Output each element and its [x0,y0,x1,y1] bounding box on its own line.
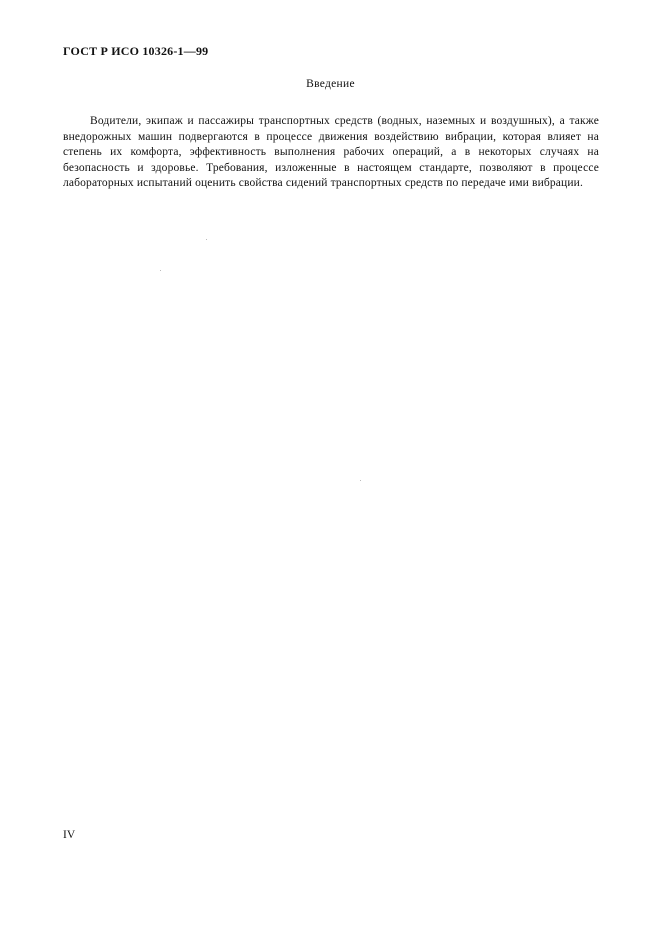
section-title: Введение [306,78,355,90]
scan-speck [360,480,361,481]
scan-speck [160,270,161,271]
intro-paragraph: Водители, экипаж и пассажиры транспортных средств (водных, наземных и воздушных), а также внедорожных машин подвергаются в процессе движения воздействию вибрации, которая влияет на степень их комфорта, эффективность выполнения рабочих операций, а в некоторых случаях на безопасность и здоровье. Требования, изложенные в настоящем стандарте, позволяют в процессе лабораторных испытаний оценить свойства сидений транспортных средств по передаче ими вибрации. [63,115,599,190]
document-code: ГОСТ Р ИСО 10326-1—99 [63,44,209,58]
page-number: IV [63,829,76,841]
scan-speck [206,239,207,240]
